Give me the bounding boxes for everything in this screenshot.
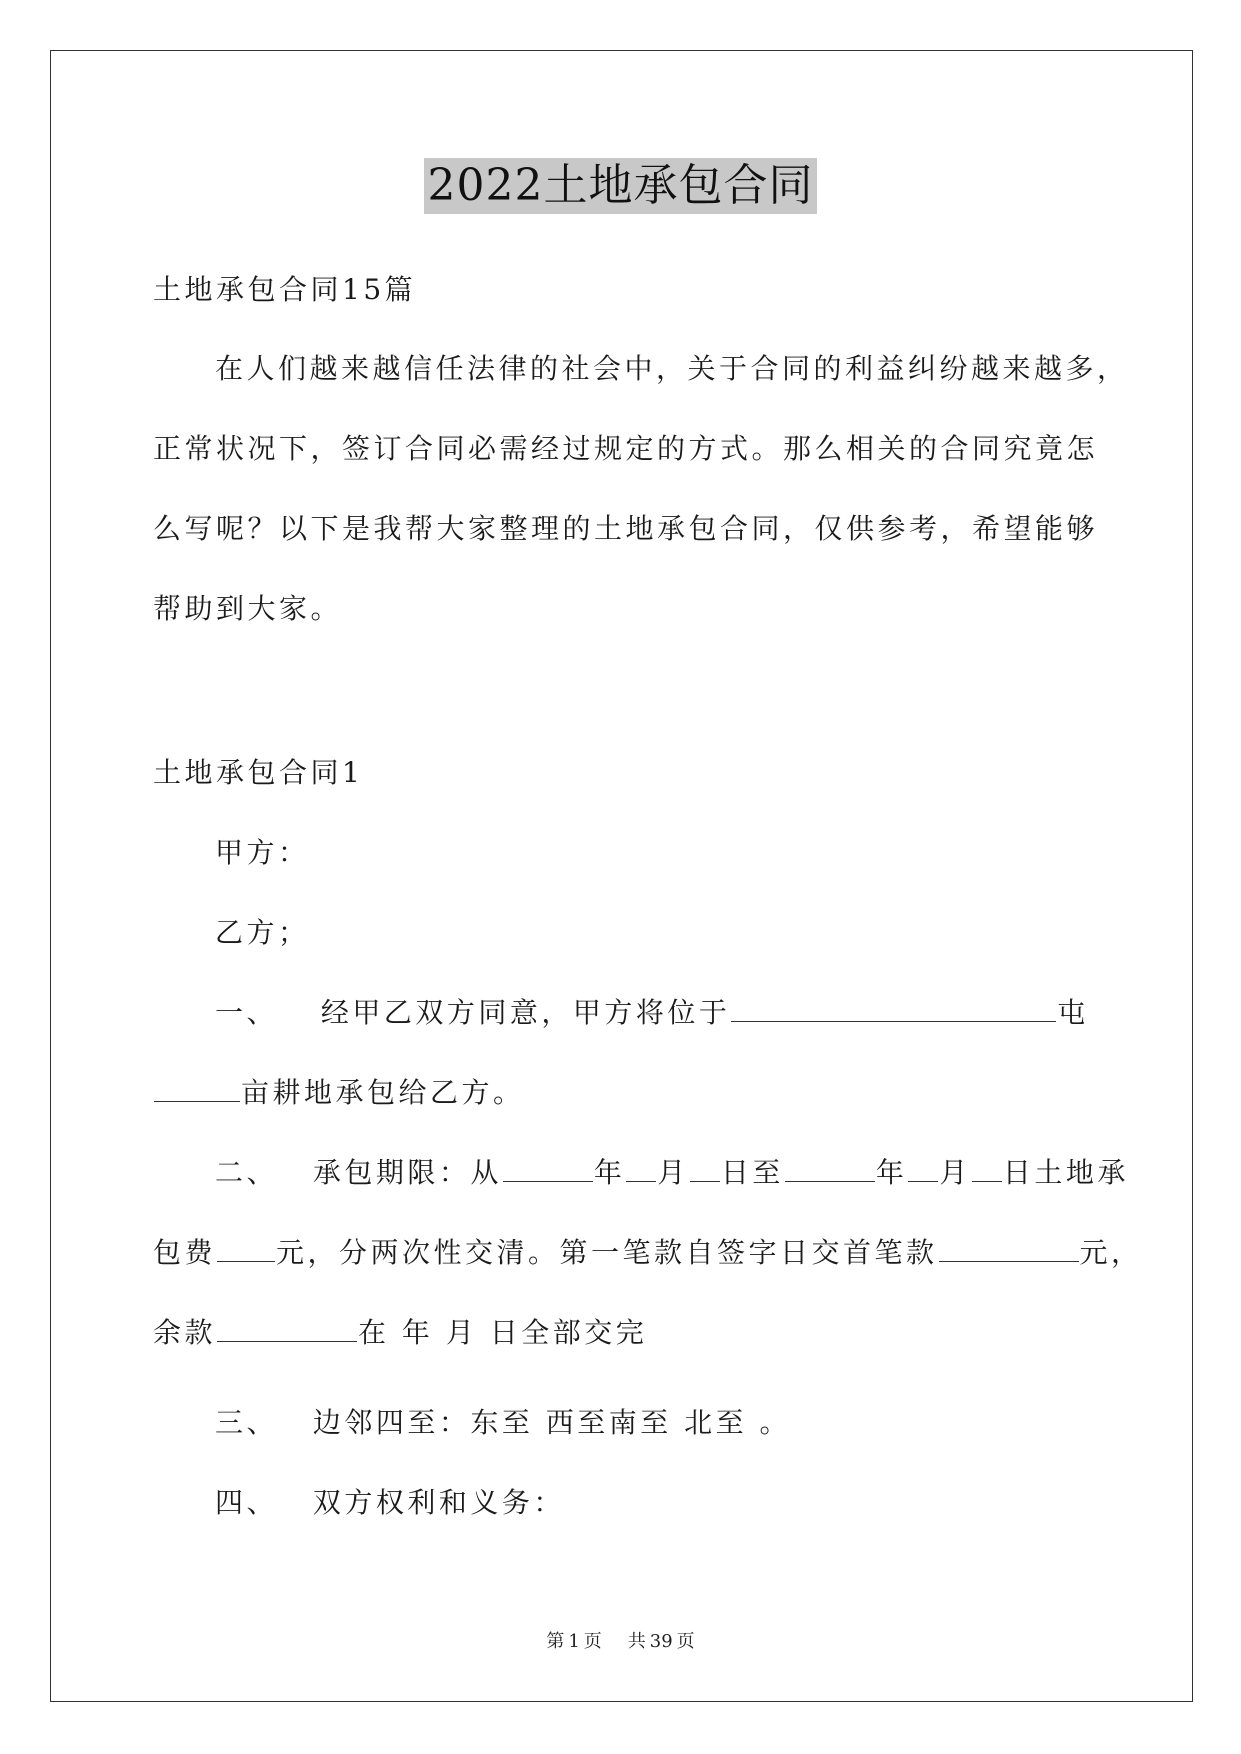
clause-2-line-2 [153,1233,1143,1273]
clause-4-text: 双方权利和义务： [312,1486,565,1519]
end-day-blank [972,1155,1002,1182]
balance-blank [217,1315,357,1342]
balance-label: 余款 [153,1316,217,1349]
intro-line-2: 正常状况下，签订合同必需经过规定的方式。那么相关的合同究竟怎 [153,432,1099,465]
end-year-label: 年 [875,1156,908,1189]
fee-label: 包费 [153,1236,217,1269]
total-prefix: 共 [627,1631,646,1652]
balance-text: 在 年 月 日全部交完 [358,1316,648,1349]
intro-line-4: 帮助到大家。 [153,592,343,625]
page-prefix: 第 [546,1631,565,1652]
start-month-blank [626,1155,656,1182]
fee-blank [217,1235,275,1262]
page-suffix: 页 [583,1631,602,1652]
first-payment-blank [939,1235,1079,1262]
start-year-blank [503,1155,593,1182]
document-title: 2022土地承包合同 [424,158,818,214]
clause-1-line-1 [215,993,1089,1033]
total-pages: 39 [649,1631,673,1652]
clause-4-number: 四、 [215,1486,279,1519]
location-blank [731,995,1056,1022]
clause-2-number: 二、 [215,1156,279,1189]
clause-1-line-2 [153,1073,525,1113]
clause-1-tun: 屯 [1057,996,1089,1029]
party-a-label: 甲方： [215,836,310,869]
clause-1-text: 经甲乙双方同意，甲方将位于 [320,996,731,1029]
end-year-blank [785,1155,875,1182]
start-day-blank [690,1155,720,1182]
section-heading: 土地承包合同1 [153,756,364,789]
intro-line-1: 在人们越来越信任法律的社会中，关于合同的利益纠纷越来越多， [215,352,1129,385]
clause-4 [215,1483,565,1523]
page-footer [0,1630,1241,1654]
clause-2-line-1 [215,1153,1129,1193]
start-year-label: 年 [593,1156,626,1189]
start-month-label: 月 [657,1156,689,1189]
total-suffix: 页 [676,1631,695,1652]
start-day-to-label: 日至 [720,1156,784,1189]
page-current: 1 [568,1631,580,1652]
fee-text: 元，分两次性交清。第一笔款自签字日交首笔款 [276,1236,938,1269]
end-day-label: 日土地承 [1002,1156,1129,1189]
intro-line-3: 么写呢？以下是我帮大家整理的土地承包合同，仅供参考，希望能够 [153,512,1099,545]
title-container [0,158,1241,214]
end-month-label: 月 [939,1156,971,1189]
clause-2-line-3 [153,1313,647,1353]
party-b-label: 乙方； [215,916,310,949]
clause-3 [215,1403,791,1443]
acreage-blank [154,1075,240,1102]
clause-3-text: 边邻四至：东至 西至南至 北至 。 [312,1406,792,1439]
clause-1-text-end: 亩耕地承包给乙方。 [241,1076,525,1109]
clause-1-number: 一、 [215,996,279,1029]
document-subtitle: 土地承包合同15篇 [153,273,417,306]
end-month-blank [908,1155,938,1182]
first-payment-unit: 元， [1079,1236,1143,1269]
clause-3-number: 三、 [215,1406,279,1439]
clause-2-text: 承包期限：从 [312,1156,502,1189]
